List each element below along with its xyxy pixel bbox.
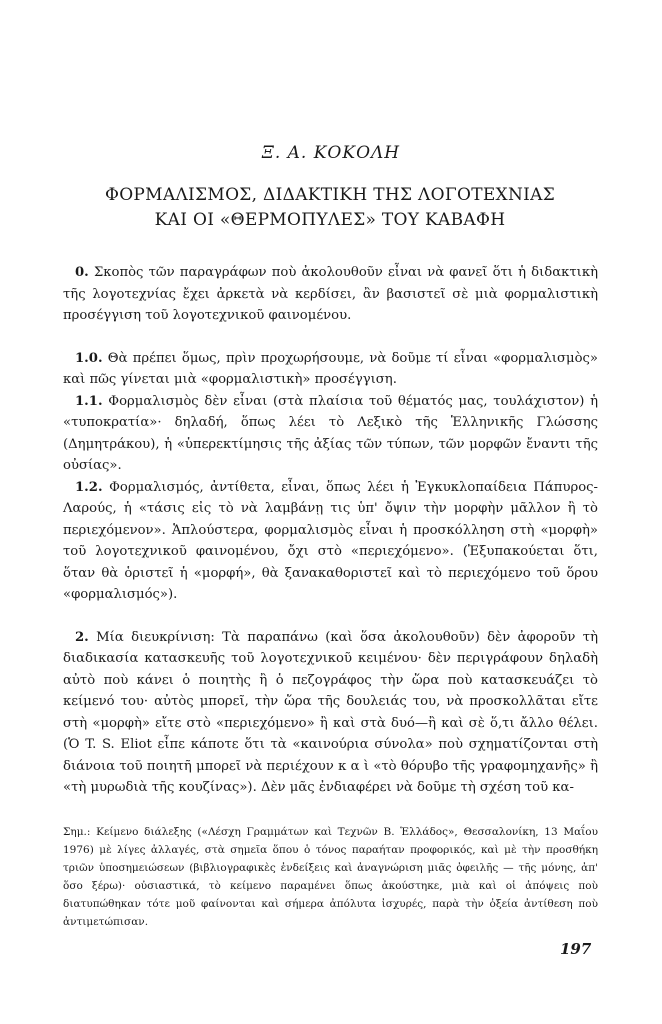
section-number: 1.2. bbox=[75, 479, 103, 495]
title-line-2: ΚΑΙ ΟΙ «ΘΕΡΜΟΠΥΛΕΣ» ΤΟΥ ΚΑΒΑΦΗ bbox=[154, 210, 506, 230]
section-number: 0. bbox=[75, 265, 89, 280]
paragraph-2 bbox=[63, 627, 598, 799]
paragraph-1-0 bbox=[63, 348, 598, 391]
article-body bbox=[63, 262, 598, 799]
article-title bbox=[60, 183, 600, 233]
paragraph-1-1 bbox=[63, 391, 598, 477]
section-number: 1.0. bbox=[75, 350, 103, 366]
paragraph-text: Φορμαλισμός, ἀντίθετα, εἶναι, ὅπως λέει ἡ Ἐγκυκλοπαίδεια Πάπυρος-Λαρούς, ἡ «τάσις εἰς τὸ νὰ λαμβάνῃ τις ὑπ' ὄψιν τὴν μορφὴν μᾶλλον ἢ τὸ περιεχόμενον». Ἁπλούστερα, φορμαλισμὸς εἶναι ἡ προσκόλληση στὴ «μορφὴ» τοῦ λογοτεχνικοῦ φαινομένου, ὄχι στὸ «περιεχόμενο». (Ἐξυπακούεται ὅτι, ὅταν θὰ ὁριστεῖ ἡ «μορφή», θὰ ξανακαθοριστεῖ καὶ τὸ περιεχόμενο τοῦ ὅρου «φορμαλισμός»). bbox=[63, 479, 598, 602]
section-number: 2. bbox=[75, 629, 89, 645]
paragraph-1-2 bbox=[63, 477, 598, 606]
title-line-1: ΦΟΡΜΑΛΙΣΜΟΣ, ΔΙΔΑΚΤΙΚΗ ΤΗΣ ΛΟΓΟΤΕΧΝΙΑΣ bbox=[104, 185, 556, 205]
page-number: 197 bbox=[560, 940, 592, 958]
footnote: Σημ.: Κείμενο διάλεξης («Λέσχη Γραμμάτων καὶ Τεχνῶν Β. Ἑλλάδος», Θεσσαλονίκη, 13 Μαΐου 1976) μὲ λίγες ἀλλαγές, στὰ σημεῖα ὅπου ὁ τόνος παραήταν προφορικός, καὶ μὲ τὴν προσθήκη τριῶν ὑποσημειώσεων (βιβλιογραφικὲς ἐνδείξεις καὶ ἀναγνώριση μιᾶς ὀφειλῆς — τῆς μόνης, ἀπ' ὅσο ξέρω)· οὐσιαστικά, τὸ κείμενο παραμένει ὅπως ἀκούστηκε, μιὰ καὶ οἱ ἀπόψεις ποὺ διατυπώθηκαν τότε μοῦ φαίνονται καὶ σήμερα ἀπόλυτα ἰσχυρές, παρὰ τὴν ὀξεία ἀντίθεση ποὺ ἀντιμετώπισαν. bbox=[63, 826, 598, 928]
paragraph-0 bbox=[63, 262, 598, 327]
author-name: Ξ. Α. ΚΟΚΟΛΗ bbox=[261, 143, 401, 163]
paragraph-text: Φορμαλισμὸς δὲν εἶναι (στὰ πλαίσια τοῦ θέματός μας, τουλάχιστον) ἡ «τυποκρατία»· δηλαδή, ὅπως λέει τὸ Λεξικὸ τῆς Ἑλληνικῆς Γλώσσης (Δημητράκου), ἡ «ὑπερεκτίμησις τῆς ἀξίας τῶν τύπων, τῶν μορφῶν ἔναντι τῆς οὐσίας». bbox=[63, 393, 598, 473]
paragraph-text: Μία διευκρίνιση: Τὰ παραπάνω (καὶ ὅσα ἀκολουθοῦν) δὲν ἀφοροῦν τὴ διαδικασία κατασκευῆς τοῦ λογοτεχνικοῦ κειμένου· δὲν περιγράφουν δηλαδὴ αὐτὸ ποὺ κάνει ὁ ποιητὴς ἢ ὁ πεζογράφος τὴν ὥρα ποὺ κατασκευάζει τὸ κείμενό του· αὐτὸς μπορεῖ, τὴν ὥρα τῆς δουλειάς του, νὰ προσκολλᾶται εἴτε στὴ «μορφὴ» εἴτε στὸ «περιεχόμενο» ἢ καὶ στὰ δυό—ἢ καὶ σὲ ὅ,τι ἄλλο θέλει. (Ὁ T. S. Eliot εἶπε κάποτε ὅτι τὰ «καινούρια σύνολα» ποὺ σχηματίζονται στὴ διάνοια τοῦ ποιητῆ μπορεῖ νὰ περιέχουν κ α ὶ «τὸ θόρυβο τῆς γραφομηχανῆς» ἢ «τὴ μυρωδιὰ τῆς κουζίνας»). Δὲν μᾶς ἐνδιαφέρει νὰ δοῦμε τὴ σχέση τοῦ κα- bbox=[63, 629, 598, 795]
paragraph-text: Σκοπὸς τῶν παραγράφων ποὺ ἀκολουθοῦν εἶναι νὰ φανεῖ ὅτι ἡ διδακτικὴ τῆς λογοτεχνίας ἔχει ἀρκετὰ νὰ κερδίσει, ἂν βασιστεῖ σὲ μιὰ φορμαλιστικὴ προσέγγιση τοῦ λογοτεχνικοῦ φαινομένου. bbox=[63, 265, 598, 323]
section-number: 1.1. bbox=[75, 393, 103, 409]
paragraph-text: Θὰ πρέπει ὅμως, πρὶν προχωρήσουμε, νὰ δοῦμε τί εἶναι «φορμαλισμὸς» καὶ πῶς γίνεται μιὰ «φορμαλιστικὴ» προσέγγιση. bbox=[63, 350, 598, 387]
